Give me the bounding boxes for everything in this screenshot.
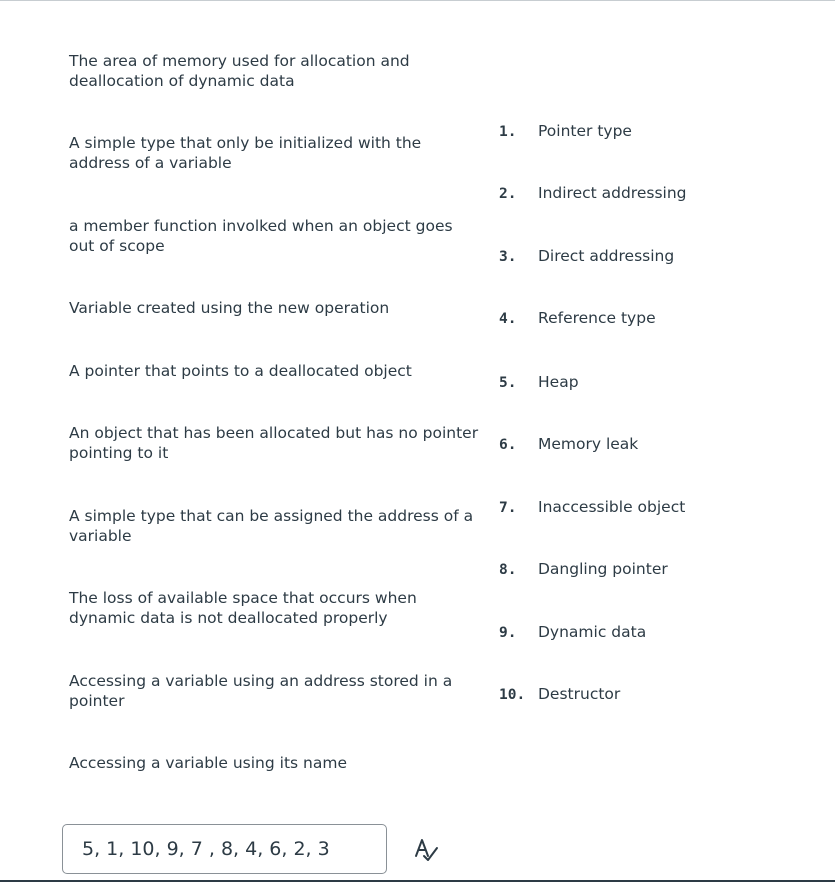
option-label: Dangling pointer <box>538 560 668 578</box>
definition-10: Accessing a variable using its name <box>69 754 347 772</box>
option-label: Inaccessible object <box>538 498 686 516</box>
option-10 <box>499 684 620 705</box>
definition-1: The area of memory used for allocation and deallocation of dynamic data <box>69 52 410 90</box>
option-2 <box>499 183 687 204</box>
option-6 <box>499 434 638 455</box>
option-3 <box>499 246 674 267</box>
option-label: Reference type <box>538 309 656 327</box>
option-label: Indirect addressing <box>538 184 687 202</box>
option-1 <box>499 121 632 142</box>
option-label: Destructor <box>538 685 621 703</box>
option-number: 5. <box>499 375 517 391</box>
option-label: Dynamic data <box>538 623 647 641</box>
option-number: 2. <box>499 186 517 202</box>
definition-8: The loss of available space that occurs when dynamic data is not deallocated properly <box>69 589 417 627</box>
option-label: Heap <box>538 373 579 391</box>
option-label: Direct addressing <box>538 247 675 265</box>
option-8 <box>499 559 668 580</box>
option-number: 9. <box>499 625 517 641</box>
option-number: 8. <box>499 562 517 578</box>
definition-6: An object that has been allocated but has no pointer pointing to it <box>69 424 479 462</box>
option-number: 10. <box>499 687 526 703</box>
option-number: 4. <box>499 311 517 327</box>
top-divider <box>0 0 835 1</box>
answer-input[interactable] <box>63 825 386 873</box>
definition-9: Accessing a variable using an address stored in a pointer <box>69 672 453 710</box>
spellcheck-glyph <box>412 836 440 864</box>
option-label: Pointer type <box>538 122 632 140</box>
definition-4: Variable created using the new operation <box>69 299 390 317</box>
spellcheck-icon[interactable] <box>412 836 440 864</box>
option-9 <box>499 622 646 643</box>
definition-3: a member function involked when an object goes out of scope <box>69 217 453 255</box>
option-4 <box>499 308 656 329</box>
option-5 <box>499 372 579 393</box>
option-label: Memory leak <box>538 435 639 453</box>
option-number: 1. <box>499 124 517 140</box>
option-number: 6. <box>499 437 517 453</box>
option-number: 3. <box>499 249 517 265</box>
definition-5: A pointer that points to a deallocated object <box>69 362 412 380</box>
definition-2: A simple type that only be initialized with the address of a variable <box>69 134 422 172</box>
option-7 <box>499 497 685 518</box>
option-number: 7. <box>499 500 517 516</box>
definition-7: A simple type that can be assigned the address of a variable <box>69 507 474 545</box>
answer-field-container <box>62 824 387 874</box>
